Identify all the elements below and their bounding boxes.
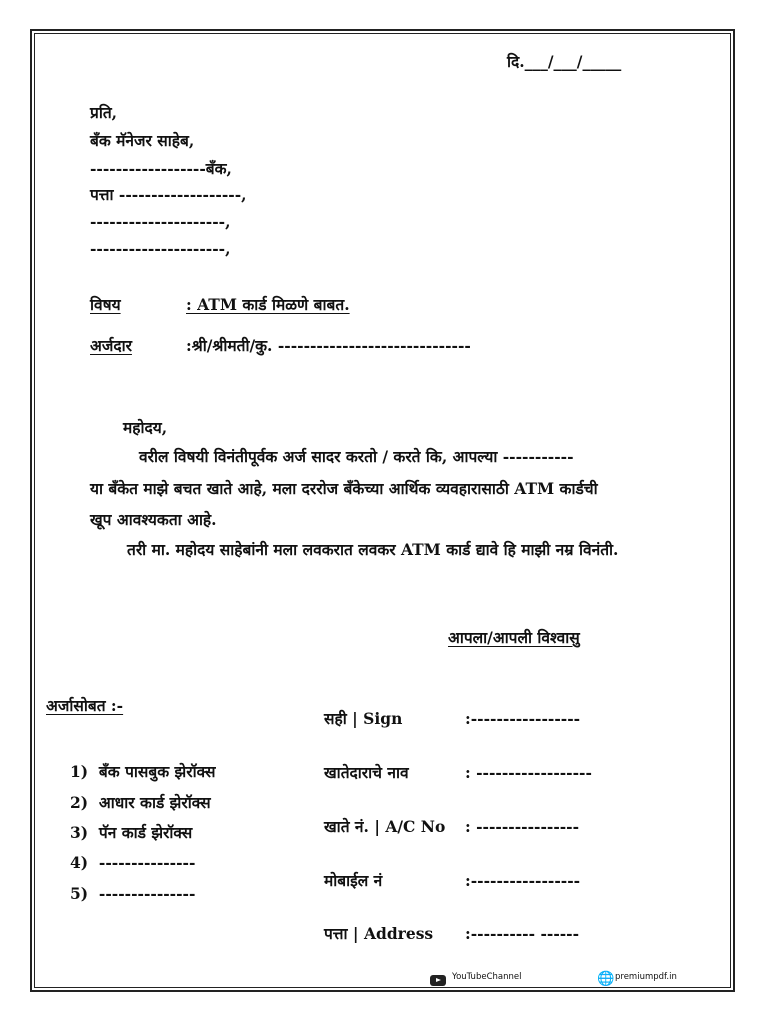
attachment-item	[70, 793, 211, 813]
field-name-label: खातेदाराचे नाव	[324, 763, 409, 782]
attachment-item	[70, 853, 195, 873]
to-manager: बँक मॅनेजर साहेब,	[90, 131, 195, 150]
attachment-text: पॅन कार्ड झेरॉक्स	[98, 823, 193, 842]
youtube-icon	[430, 975, 446, 986]
attachment-text: ---------------	[98, 884, 196, 903]
subject-label	[90, 295, 167, 315]
attachment-num: 1)	[70, 762, 89, 781]
field-account-label: खाते नं. | A/C No	[324, 817, 446, 836]
attachment-item	[70, 884, 195, 904]
globe-icon: 🌐	[597, 971, 615, 987]
body-line-2: या बँकेत माझे बचत खाते आहे, मला दररोज बँकेच्या आर्थिक व्यवहारासाठी ATM कार्डची	[90, 479, 598, 498]
applicant-value: :श्री/श्रीमती/कु. ------------------------------	[186, 336, 471, 355]
to-address-line-1: पत्ता -------------------,	[90, 185, 247, 204]
subject-value: : ATM कार्ड मिळणे बाबत.	[186, 295, 350, 314]
to-address-line-3: ---------------------,	[90, 239, 231, 258]
field-address-value: :---------- ------	[465, 924, 580, 943]
body-salutation: महोदय,	[123, 418, 168, 437]
attachment-num: 2)	[70, 793, 89, 812]
field-sign-value: :-----------------	[465, 709, 581, 728]
field-mobile-label: मोबाईल नं	[324, 871, 383, 890]
field-account-value: : ----------------	[465, 817, 580, 836]
field-sign-label: सही | Sign	[324, 709, 403, 728]
closing: आपला/आपली विश्वासु	[448, 628, 580, 647]
applicant-label: अर्जदार	[90, 336, 132, 355]
body-line-3: खूप आवश्यकता आहे.	[90, 510, 217, 529]
attachments-heading: अर्जासोबत :-	[46, 696, 124, 715]
subject-label-text: विषय	[90, 295, 121, 314]
attachment-text: आधार कार्ड झेरॉक्स	[98, 793, 211, 812]
attachment-item	[70, 762, 215, 782]
attachment-num: 5)	[70, 884, 89, 903]
website-label: premiumpdf.in	[615, 972, 677, 982]
body-line-4: तरी मा. महोदय साहेबांनी मला लवकरात लवकर ATM कार्ड द्यावे हि माझी नम्र विनंती.	[127, 540, 619, 559]
to-bank-line: ------------------बँक,	[90, 159, 232, 178]
field-name-value: : ------------------	[465, 763, 592, 782]
attachment-num: 4)	[70, 853, 89, 872]
field-mobile-value: :-----------------	[465, 871, 581, 890]
attachment-num: 3)	[70, 823, 89, 842]
date-line: दि.___/___/_____	[507, 52, 622, 71]
youtube-label: YouTubeChannel	[452, 972, 522, 982]
attachment-text: ---------------	[98, 853, 196, 872]
field-address-label: पत्ता | Address	[324, 924, 434, 943]
body-line-1: वरील विषयी विनंतीपूर्वक अर्ज सादर करतो / करते कि, आपल्या -----------	[139, 447, 574, 466]
attachment-text: बँक पासबुक झेरॉक्स	[98, 762, 216, 781]
to-address-line-2: ---------------------,	[90, 212, 231, 231]
to-prati: प्रति,	[90, 103, 118, 122]
attachment-item	[70, 823, 192, 843]
